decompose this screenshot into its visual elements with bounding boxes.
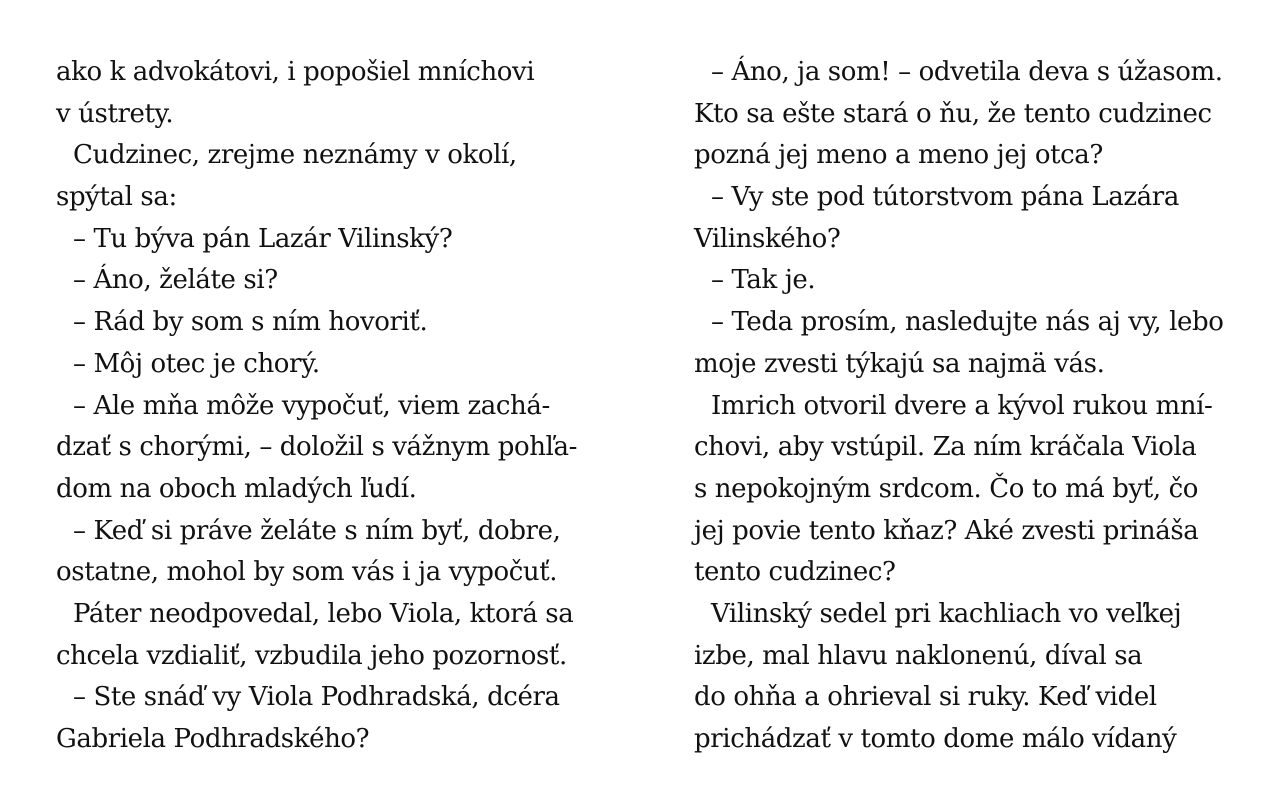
text-line: – Tak je. <box>711 265 816 296</box>
text-line: ako k advokátovi, i popošiel mníchovi <box>56 57 535 87</box>
text-line: chovi, aby vstúpil. Za ním kráčala Viola <box>694 432 1197 463</box>
text-line: Kto sa ešte stará o ňu, že tento cudzinec <box>694 98 1212 129</box>
text-line: – Keď si práve želáte s ním byť, dobre, <box>73 515 561 546</box>
right-page-text <box>694 52 1280 761</box>
text-line: Vilinský sedel pri kachliach vo veľkej <box>711 598 1182 629</box>
text-line: pozná jej meno a meno jej otca? <box>694 140 1103 171</box>
text-line: tento cudzinec? <box>694 557 896 588</box>
text-line: s nepokojným srdcom. Čo to má byť, čo <box>694 473 1198 504</box>
text-line: Vilinského? <box>694 223 841 254</box>
text-line: dzať s chorými, – doložil s vážnym pohľa- <box>56 432 577 463</box>
text-line: v ústrety. <box>56 98 174 129</box>
text-line: izbe, mal hlavu naklonenú, díval sa <box>694 640 1143 671</box>
text-line: Páter neodpovedal, lebo Viola, ktorá sa <box>73 598 574 629</box>
text-line: prichádzať v tomto dome málo vídaný <box>694 724 1177 754</box>
text-line: Imrich otvoril dvere a kývol rukou mní- <box>711 390 1213 421</box>
text-line: – Ste snáď vy Viola Podhradská, dcéra <box>73 682 560 713</box>
text-line: spýtal sa: <box>56 182 177 213</box>
text-line: – Áno, želáte si? <box>73 265 278 296</box>
text-line: jej povie tento kňaz? Aké zvesti prináša <box>694 515 1199 546</box>
text-line: do ohňa a ohrieval si ruky. Keď videl <box>694 682 1157 713</box>
text-line: moje zvesti týkajú sa najmä vás. <box>694 348 1105 379</box>
text-line: chcela vzdialiť, vzbudila jeho pozornosť. <box>56 640 567 671</box>
text-line: – Môj otec je chorý. <box>73 348 320 379</box>
text-line: Cudzinec, zrejme neznámy v okolí, <box>73 140 517 171</box>
text-line: dom na oboch mladých ľudí. <box>56 473 417 504</box>
text-line: – Tu býva pán Lazár Vilinský? <box>73 223 453 254</box>
left-page-text <box>56 52 656 761</box>
text-line: – Teda prosím, nasledujte nás aj vy, lebo <box>711 307 1224 338</box>
text-line: – Rád by som s ním hovoriť. <box>73 307 428 338</box>
text-line: – Vy ste pod tútorstvom pána Lazára <box>711 182 1179 213</box>
text-line: Gabriela Podhradského? <box>56 724 370 754</box>
text-line: ostatne, mohol by som vás i ja vypočuť. <box>56 557 558 588</box>
text-line: – Áno, ja som! – odvetila deva s úžasom. <box>711 57 1223 87</box>
text-line: – Ale mňa môže vypočuť, viem zachá- <box>73 390 550 421</box>
